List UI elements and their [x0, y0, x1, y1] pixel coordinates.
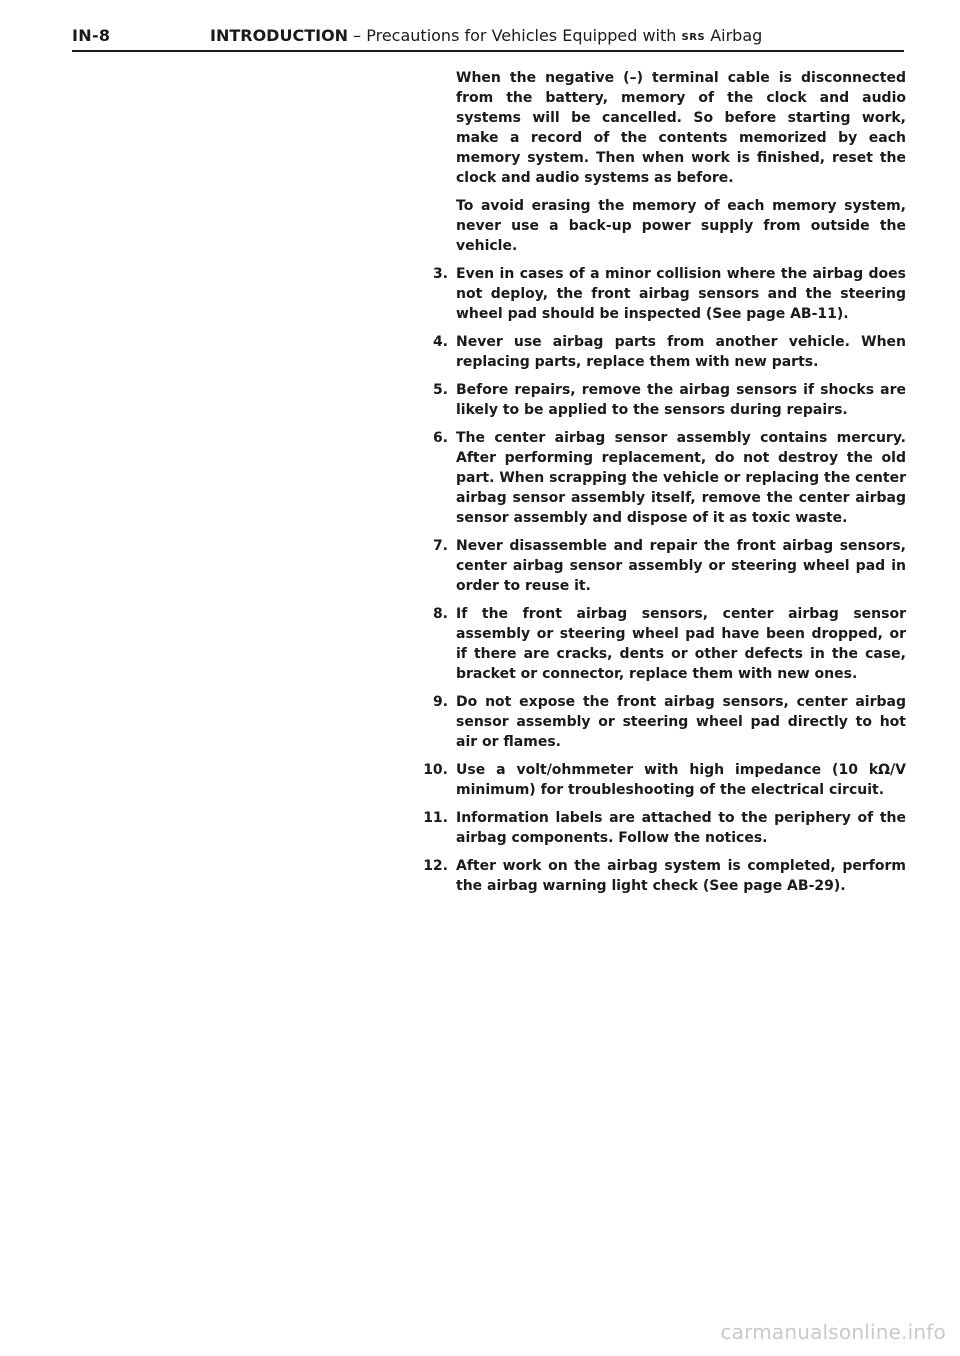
- item-text: Information labels are attached to the periphery of the airbag components. Follow the notices.: [456, 810, 906, 846]
- item-number: 3.: [432, 266, 448, 282]
- item-text: Even in cases of a minor collision where the airbag does not deploy, the front airbag sensors and the steering wheel pad should be inspected (See page AB-11).: [456, 266, 906, 322]
- body-text-column: [423, 68, 906, 904]
- item-text: Before repairs, remove the airbag sensors if shocks are likely to be applied to the sensors during repairs.: [456, 382, 906, 418]
- title-dash: –: [348, 26, 367, 45]
- item-text: Do not expose the front airbag sensors, center airbag sensor assembly or steering wheel pad directly to hot air or flames.: [456, 694, 906, 750]
- page-title: [210, 26, 762, 45]
- item-number: 7.: [432, 538, 448, 554]
- item-text: Never disassemble and repair the front airbag sensors, center airbag sensor assembly or steering wheel pad in order to reuse it.: [456, 538, 906, 594]
- list-item: [432, 380, 906, 420]
- list-item: [432, 428, 906, 528]
- item-number: 12.: [423, 858, 448, 874]
- item-number: 5.: [432, 382, 448, 398]
- item-text: Use a volt/ohmmeter with high impedance (10 kΩ/V minimum) for troubleshooting of the electrical circuit.: [456, 762, 906, 798]
- list-item: [423, 808, 906, 848]
- list-item: [432, 332, 906, 372]
- list-item: [432, 264, 906, 324]
- item-number: 6.: [432, 430, 448, 446]
- item-number: 11.: [423, 810, 448, 826]
- page-header: [72, 26, 904, 52]
- subtitle-text: Precautions for Vehicles Equipped with: [366, 26, 682, 45]
- list-item: [432, 692, 906, 752]
- item-text: The center airbag sensor assembly contains mercury. After performing replacement, do not destroy the old part. When scrapping the vehicle or replacing the center airbag sensor assembly itself, remove the center airbag sensor assembly and dispose of it as toxic waste.: [456, 430, 906, 526]
- item-text: If the front airbag sensors, center airbag sensor assembly or steering wheel pad have been dropped, or if there are cracks, dents or other defects in the case, bracket or connector, replace them with new ones.: [456, 606, 906, 682]
- item-number: 9.: [432, 694, 448, 710]
- watermark-text: carmanualsonline.info: [720, 1320, 946, 1344]
- srs-label: SRS: [681, 32, 706, 43]
- item-number: 8.: [432, 606, 448, 622]
- list-item: [432, 604, 906, 684]
- page-number: IN-8: [72, 26, 111, 45]
- item-number: 4.: [432, 334, 448, 350]
- section-title: INTRODUCTION: [210, 26, 349, 45]
- list-item: [423, 856, 906, 896]
- list-item: [423, 760, 906, 800]
- subtitle-airbag: Airbag: [705, 26, 763, 45]
- intro-paragraph: When the negative (–) terminal cable is disconnected from the battery, memory of the clock and audio systems will be cancelled. So before starting work, make a record of the contents memorized by each memory system. Then when work is finished, reset the clock and audio systems as before.: [456, 70, 906, 186]
- intro-paragraph: To avoid erasing the memory of each memory system, never use a back-up power supply from outside the vehicle.: [456, 198, 906, 254]
- item-text: After work on the airbag system is completed, perform the airbag warning light check (See page AB-29).: [456, 858, 906, 894]
- list-item: [432, 536, 906, 596]
- item-number: 10.: [423, 762, 448, 778]
- item-text: Never use airbag parts from another vehicle. When replacing parts, replace them with new parts.: [456, 334, 906, 370]
